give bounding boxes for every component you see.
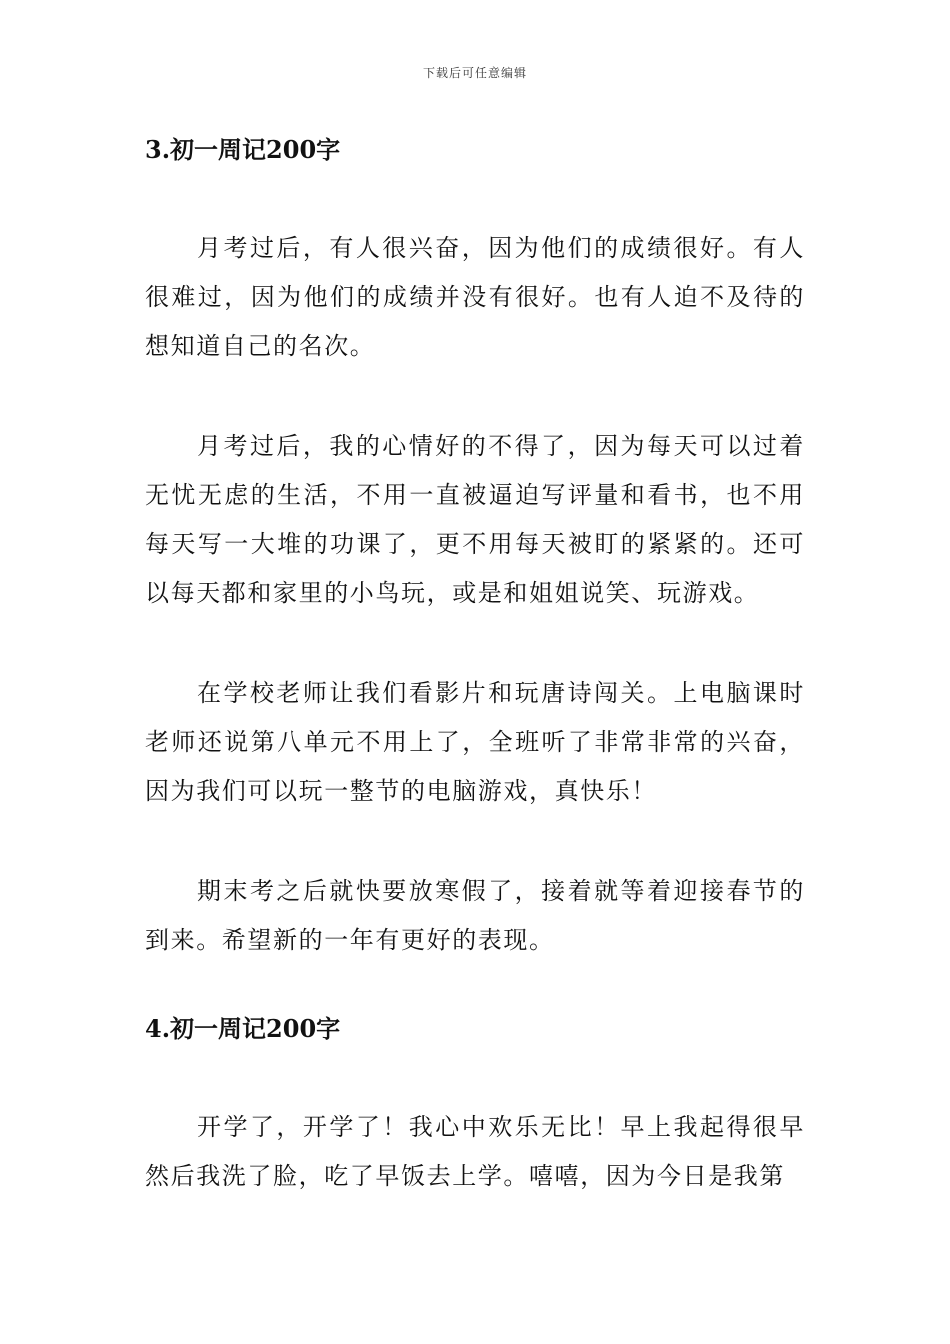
paragraph: 月考过后，有人很兴奋，因为他们的成绩很好。有人很难过，因为他们的成绩并没有很好。也有人迫不及待的想知道自己的名次。 bbox=[145, 234, 805, 360]
paragraph: 在学校老师让我们看影片和玩唐诗闯关。上电脑课时老师还说第八单元不用上了，全班听了非常非常的兴奋，因为我们可以玩一整节的电脑游戏，真快乐！ bbox=[145, 679, 805, 805]
paragraph: 月考过后，我的心情好的不得了，因为每天可以过着无忧无虑的生活，不用一直被逼迫写评量和看书，也不用每天写一大堆的功课了，更不用每天被盯的紧紧的。还可以每天都和家里的小鸟玩，或是和姐姐说笑、玩游戏。 bbox=[145, 432, 805, 607]
paragraph: 开学了，开学了！我心中欢乐无比！早上我起得很早然后我洗了脸，吃了早饭去上学。嘻嘻，因为今日是我第 bbox=[145, 1113, 805, 1190]
document-body bbox=[145, 130, 805, 1201]
paragraph: 期末考之后就快要放寒假了，接着就等着迎接春节的到来。希望新的一年有更好的表现。 bbox=[145, 877, 805, 954]
section-title: 3.初一周记200字 bbox=[145, 135, 341, 164]
section-title: 4.初一周记200字 bbox=[145, 1014, 341, 1043]
header-note: 下载后可任意编辑 bbox=[422, 66, 527, 80]
